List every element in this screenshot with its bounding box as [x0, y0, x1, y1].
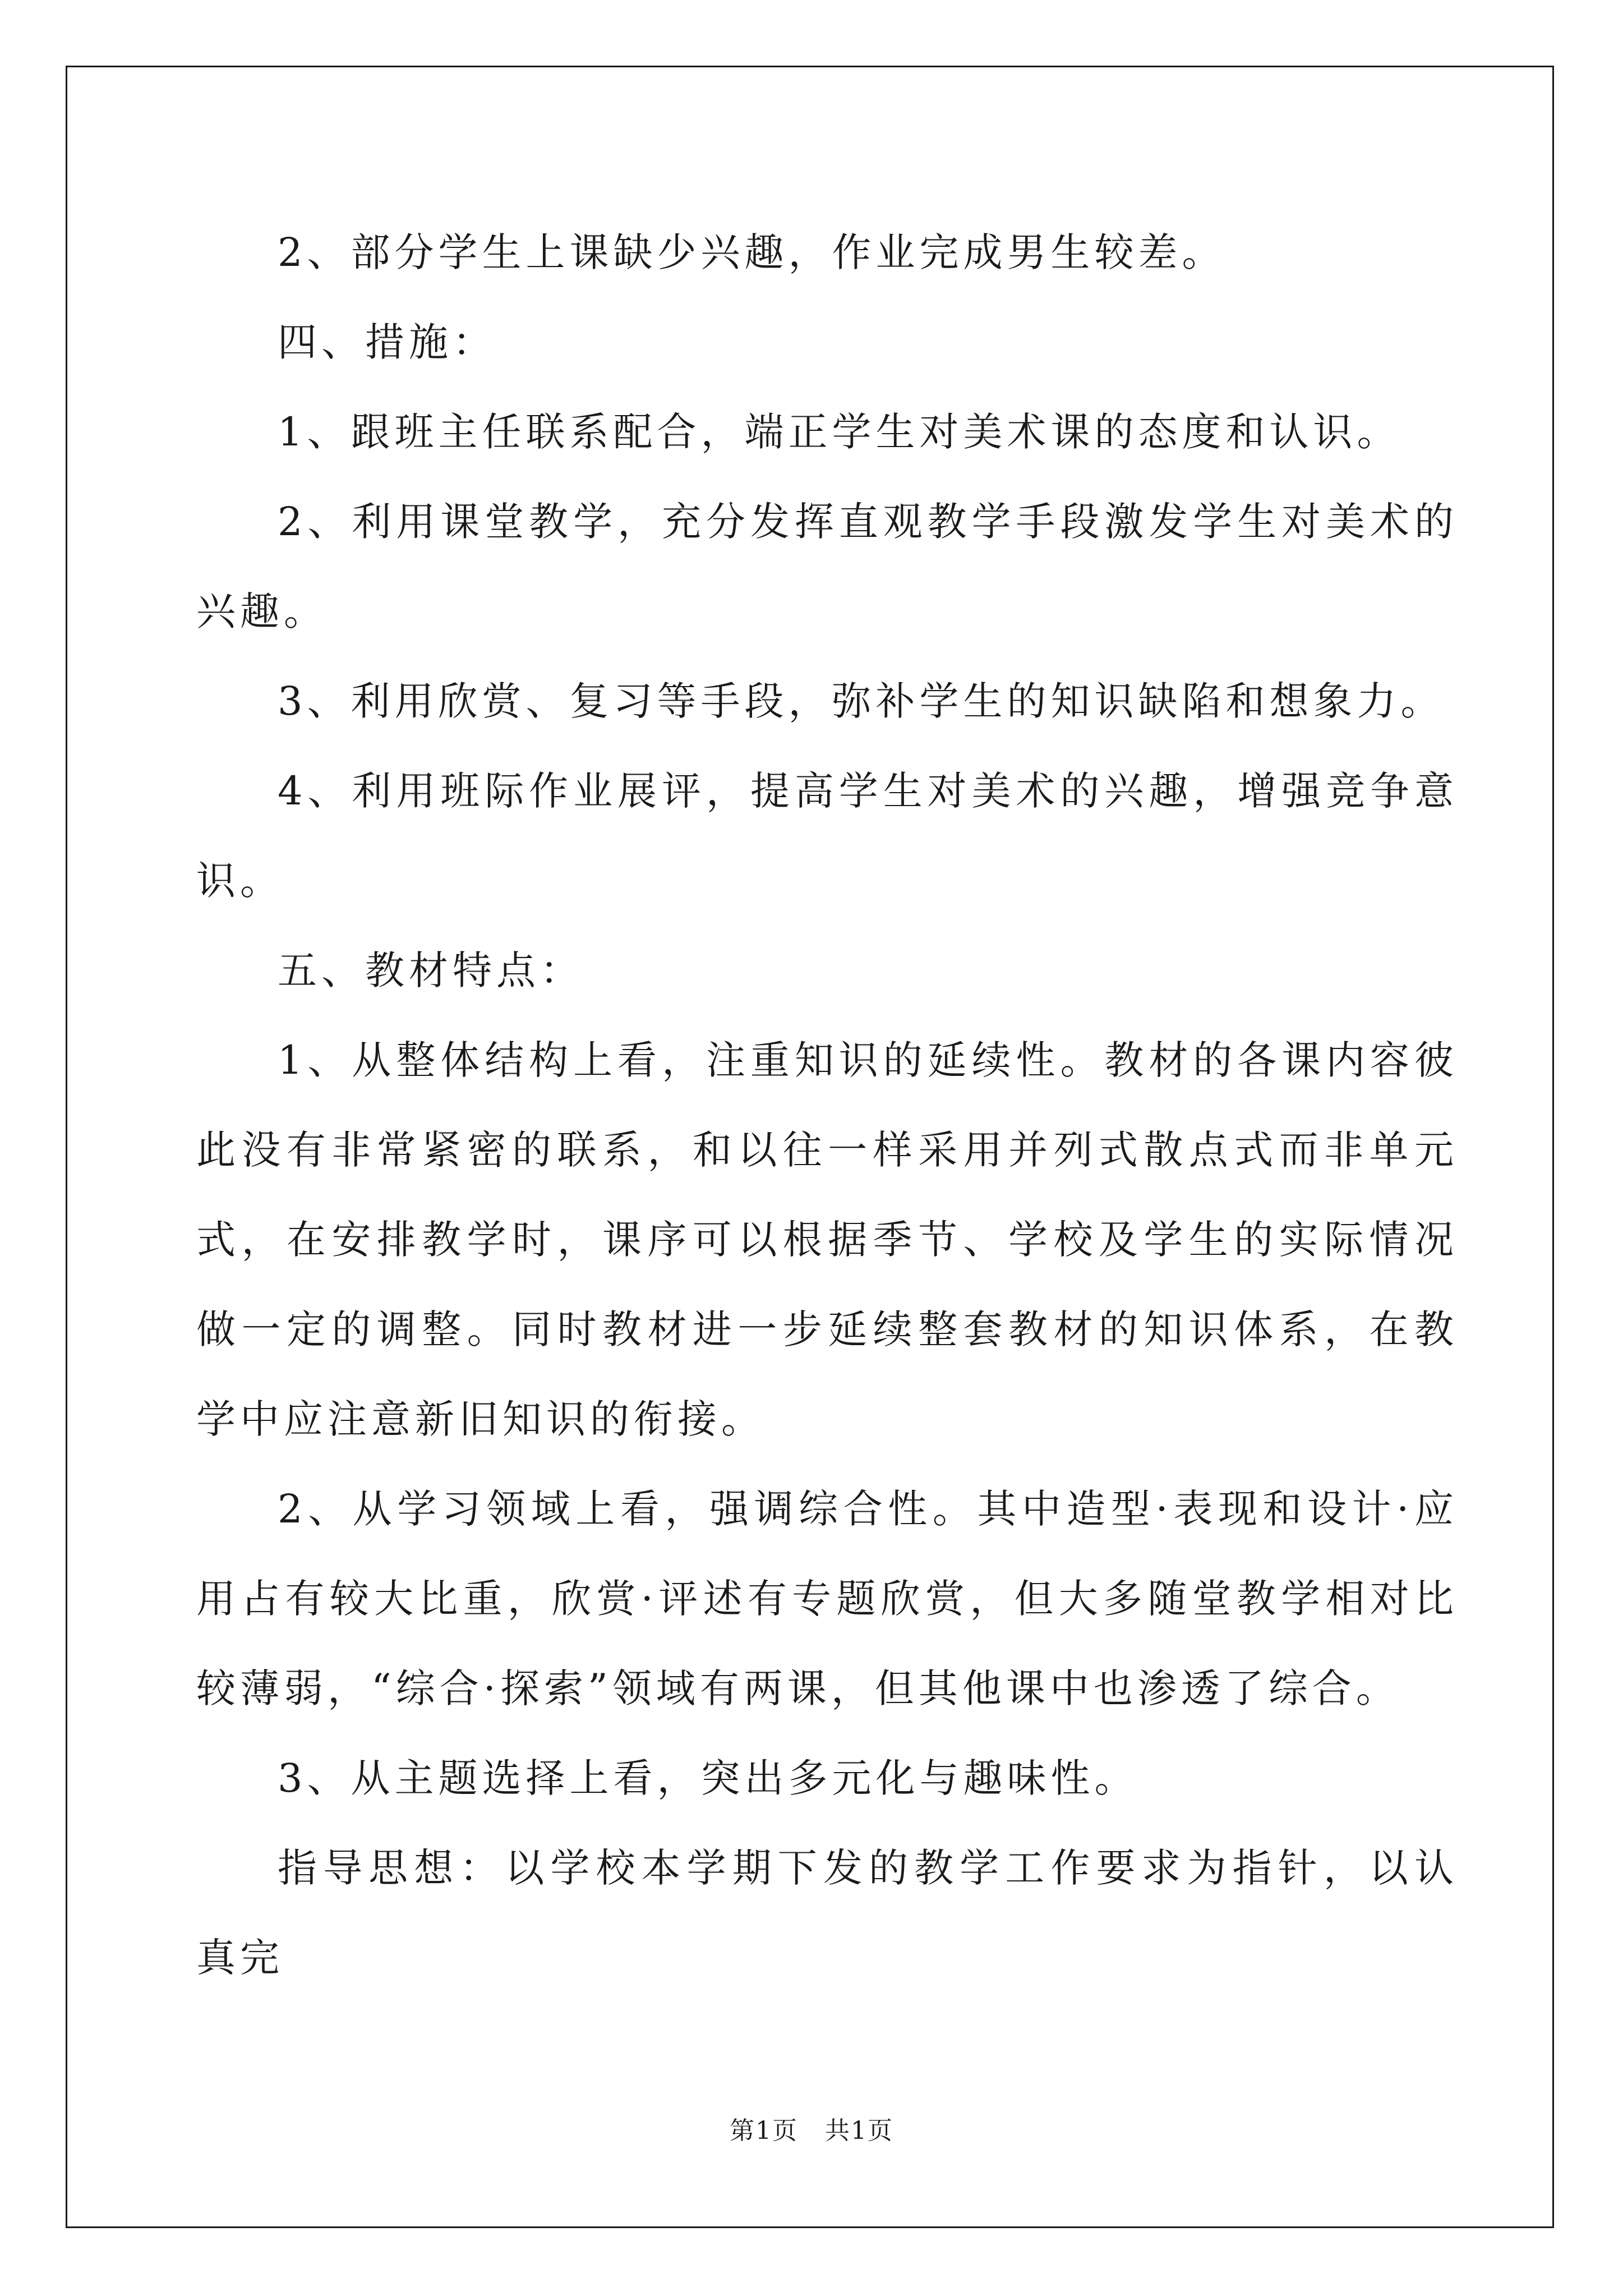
- paragraph-measure-1: 1、跟班主任联系配合，端正学生对美术课的态度和认识。: [278, 409, 1401, 455]
- paragraph-guiding-idea: 指导思想：以学校本学期下发的教学工作要求为指针，以认真完: [196, 1845, 1458, 1981]
- page-number: 第1页: [730, 2116, 799, 2145]
- paragraph-feature-3: 3、从主题选择上看，突出多元化与趣味性。: [278, 1755, 1138, 1801]
- heading-textbook-features: 五、教材特点：: [278, 947, 584, 993]
- paragraph-feature-1: 1、从整体结构上看，注重知识的延续性。教材的各课内容彼此没有非常紧密的联系，和以往一样采用并列式散点式而非单元式，在安排教学时，课序可以根据季节、学校及学生的实际情况做一定的调整。同时教材进一步延续整套教材的知识体系，在教学中应注意新旧知识的衔接。: [196, 1037, 1458, 1442]
- paragraph-1: 2、部分学生上课缺少兴趣，作业完成男生较差。: [278, 229, 1226, 275]
- page-footer: [0, 2110, 1623, 2146]
- paragraph-measure-3: 3、利用欣赏、复习等手段，弥补学生的知识缺陷和想象力。: [278, 678, 1445, 724]
- paragraph-measure-4: 4、利用班际作业展评，提高学生对美术的兴趣，增强竞争意识。: [196, 768, 1458, 904]
- paragraph-feature-2: 2、从学习领域上看，强调综合性。其中造型·表现和设计·应用占有较大比重，欣赏·评述有专题欣赏，但大多随堂教学相对比较薄弱，“综合·探索”领域有两课，但其他课中也渗透了综合。: [196, 1486, 1458, 1711]
- page-total: 共1页: [824, 2116, 893, 2145]
- document-body: [196, 208, 1458, 2003]
- paragraph-measure-2: 2、利用课堂教学，充分发挥直观教学手段激发学生对美术的兴趣。: [196, 499, 1458, 634]
- heading-measures: 四、措施：: [278, 319, 496, 365]
